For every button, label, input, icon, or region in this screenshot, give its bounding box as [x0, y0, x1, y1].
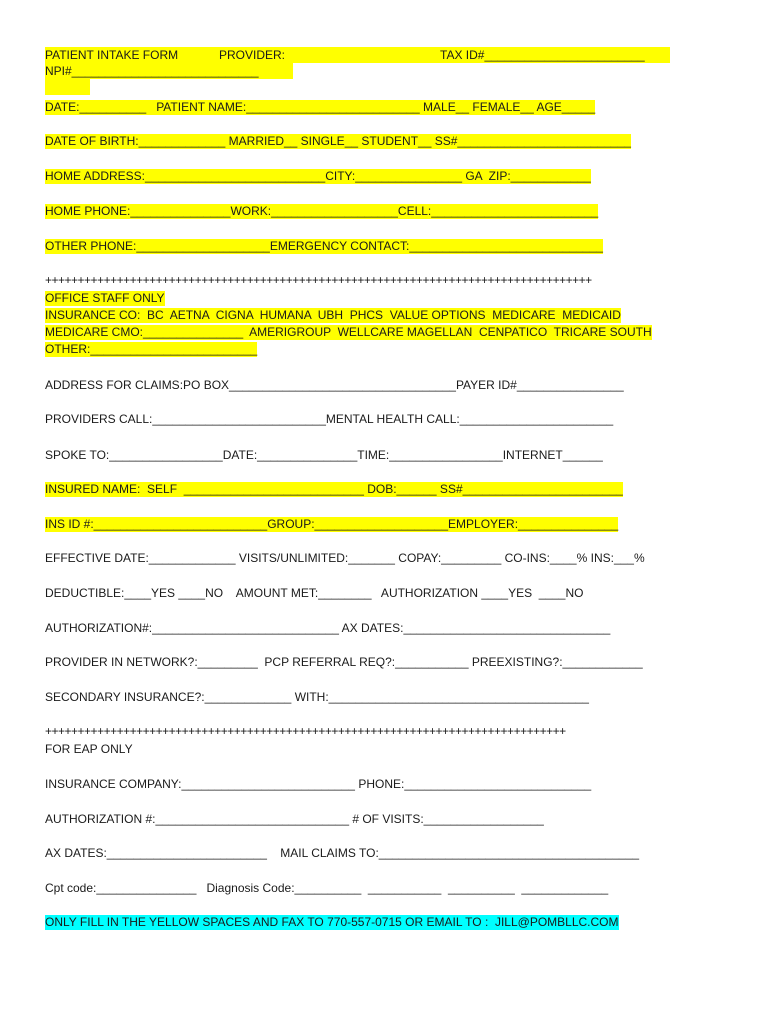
eap-heading: FOR EAP ONLY [45, 742, 133, 756]
other-phone-row[interactable]: OTHER PHONE:____________________EMERGENCY CONTACT:_____________________________ [45, 239, 603, 253]
providers-call-row[interactable]: PROVIDERS CALL:__________________________MENTAL HEALTH CALL:_______________________ [45, 412, 614, 426]
effective-date-row[interactable]: EFFECTIVE DATE:_____________ VISITS/UNLIMITED:_______ COPAY:_________ CO-INS:____% INS:___% [45, 551, 645, 565]
eap-ax-dates-row[interactable]: AX DATES:________________________ MAIL CLAIMS TO:_______________________________________ [45, 846, 640, 860]
separator-1: ++++++++++++++++++++++++++++++++++++++++++++++++++++++++++++++++++++++++++++++++++++ [45, 273, 592, 287]
insurance-co-row[interactable]: INSURANCE CO: BC AETNA CIGNA HUMANA UBH PHCS VALUE OPTIONS MEDICARE MEDICAID [45, 308, 621, 322]
spoke-to-row[interactable]: SPOKE TO:_________________DATE:_______________TIME:_________________INTERNET______ [45, 448, 603, 462]
medicare-cmo-row[interactable]: MEDICARE CMO:_______________ AMERIGROUP WELLCARE MAGELLAN CENPATICO TRICARE SOUTH [45, 325, 652, 339]
cpt-diagnosis-row[interactable]: Cpt code:_______________ Diagnosis Code:__________ ___________ __________ _____________ [45, 881, 609, 895]
ins-id-row[interactable]: INS ID #:__________________________GROUP:____________________EMPLOYER:_______________ [45, 517, 619, 531]
tax-id-field[interactable]: TAX ID#________________________ [440, 48, 645, 62]
deductible-row[interactable]: DEDUCTIBLE:____YES ____NO AMOUNT MET:________ AUTHORIZATION ____YES ____NO [45, 586, 584, 600]
separator-2: ++++++++++++++++++++++++++++++++++++++++++++++++++++++++++++++++++++++++++++++++ [45, 724, 566, 738]
form-title: PATIENT INTAKE FORM [45, 48, 179, 62]
phone-row[interactable]: HOME PHONE:_______________WORK:___________________CELL:_________________________ [45, 204, 599, 218]
insured-name-row[interactable]: INSURED NAME: SELF ___________________________ DOB:______ SS#________________________ [45, 482, 623, 496]
eap-insurance-company-row[interactable]: INSURANCE COMPANY:__________________________ PHONE:____________________________ [45, 777, 592, 791]
home-address-row[interactable]: HOME ADDRESS:___________________________CITY:________________ GA ZIP:____________ [45, 169, 591, 183]
footer-instructions: ONLY FILL IN THE YELLOW SPACES AND FAX TO 770-557-0715 OR EMAIL TO : JILL@POMBLLC.COM [45, 915, 619, 929]
eap-authorization-row[interactable]: AUTHORIZATION #:_____________________________ # OF VISITS:__________________ [45, 812, 544, 826]
provider-field[interactable]: PROVIDER: [219, 48, 286, 62]
secondary-insurance-row[interactable]: SECONDARY INSURANCE?:_____________ WITH:_______________________________________ [45, 690, 589, 704]
provider-network-row[interactable]: PROVIDER IN NETWORK?:_________ PCP REFERRAL REQ?:___________ PREEXISTING?:____________ [45, 655, 643, 669]
npi-field[interactable]: NPI#____________________________ [45, 64, 259, 78]
other-insurance-row[interactable]: OTHER:_________________________ [45, 342, 258, 356]
office-staff-heading: OFFICE STAFF ONLY [45, 291, 165, 305]
dob-marital-row[interactable]: DATE OF BIRTH:_____________ MARRIED__ SINGLE__ STUDENT__ SS#__________________________ [45, 134, 631, 148]
date-patient-name-row[interactable]: DATE:__________ PATIENT NAME:__________________________ MALE__ FEMALE__ AGE_____ [45, 100, 596, 114]
claims-address-row[interactable]: ADDRESS FOR CLAIMS:PO BOX__________________________________PAYER ID#________________ [45, 378, 624, 392]
npi-continuation-highlight [45, 79, 90, 95]
authorization-row[interactable]: AUTHORIZATION#:____________________________ AX DATES:_______________________________ [45, 621, 611, 635]
